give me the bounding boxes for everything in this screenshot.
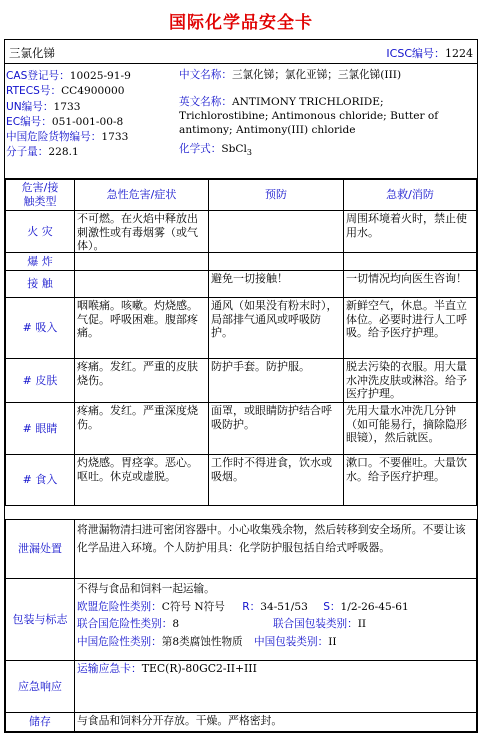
cn-dg-value: 1733 bbox=[101, 131, 129, 144]
rtecs-value: CC4900000 bbox=[61, 85, 125, 98]
emergency-card-value: TEC(R)-80GC2-II+III bbox=[141, 662, 257, 675]
icsc-value: 1224 bbox=[445, 47, 473, 60]
ids-left bbox=[6, 69, 176, 161]
r-value: 34-51/53 bbox=[260, 600, 308, 613]
cas-line bbox=[6, 69, 176, 84]
row-aid-inhalation: 新鲜空气，休息。半直立体位。必要时进行人工呼吸。给予医疗护理。 bbox=[343, 297, 477, 359]
formula-line bbox=[179, 143, 473, 159]
cn-class-value: 第8类腐蚀性物质 bbox=[161, 635, 243, 648]
icsc-label: ICSC编号： bbox=[386, 47, 445, 60]
storage-section bbox=[5, 712, 477, 732]
row-aid-skin: 脱去污染的衣服。用大量水冲洗皮肤或淋浴。给予医疗护理。 bbox=[343, 358, 477, 403]
row-prevention-contact: 避免一切接触！ bbox=[208, 270, 344, 298]
s-value: 1/2-26-45-61 bbox=[340, 600, 409, 613]
packaging-content bbox=[74, 578, 477, 661]
formula-label: 化学式： bbox=[179, 143, 222, 155]
emergency-label: 应急响应 bbox=[5, 660, 75, 713]
table-row-ingestion bbox=[5, 454, 477, 506]
header-hazard: 急性危害/症状 bbox=[74, 179, 209, 211]
table-header bbox=[5, 179, 477, 211]
row-hazard-explosion bbox=[74, 252, 209, 271]
row-prevention-skin: 防护手套。防护服。 bbox=[208, 358, 344, 403]
row-prevention-eyes: 面罩，或眼睛防护结合呼吸防护。 bbox=[208, 402, 344, 455]
table-row-explosion bbox=[5, 252, 477, 271]
ids-right bbox=[179, 69, 473, 159]
en-name-label: 英文名称： bbox=[179, 96, 232, 108]
mw-line bbox=[6, 145, 176, 160]
cn-pack-value: II bbox=[328, 635, 337, 648]
en-name-value: ANTIMONY TRICHLORIDE; Trichlorostibine; Antimonous chloride; Butter of antimony; Antimony(III) chloride bbox=[179, 96, 439, 137]
ec-value: 051-001-00-8 bbox=[51, 115, 124, 128]
row-hazard-ingestion: 灼烧感。胃痉挛。恶心。呕吐。休克或虚脱。 bbox=[74, 454, 209, 506]
cn-name-label: 中文名称： bbox=[179, 69, 232, 81]
header-aid: 急救/消防 bbox=[343, 179, 477, 211]
r-label: R： bbox=[242, 600, 261, 613]
row-aid-contact: 一切情况均向医生咨询！ bbox=[343, 270, 477, 298]
formula-main: SbCl bbox=[221, 143, 247, 155]
card-title: 国际化学品安全卡 bbox=[169, 13, 313, 33]
table-row-contact bbox=[5, 270, 477, 298]
row-type-inhalation: # 吸入 bbox=[5, 297, 75, 359]
icsc-number bbox=[386, 45, 473, 61]
formula-sub: 3 bbox=[246, 148, 253, 158]
row-hazard-skin: 疼痛。发红。严重的皮肤烧伤。 bbox=[74, 358, 209, 403]
row-hazard-fire: 不可燃。在火焰中释放出刺激性或有毒烟雾（或气体）。 bbox=[74, 210, 209, 253]
cn-class-line bbox=[77, 634, 474, 652]
en-name-line bbox=[179, 95, 473, 143]
identifiers-block bbox=[5, 64, 477, 179]
cn-dg-label: 中国危险货物编号： bbox=[6, 131, 102, 144]
spill-section bbox=[5, 519, 477, 579]
header-type: 危害/接触类型 bbox=[5, 179, 75, 211]
cn-name-value: 三氯化锑；氯化亚锑；三氯化锑(III) bbox=[231, 69, 402, 81]
cn-dg-line bbox=[6, 130, 176, 145]
row-prevention-inhalation: 通风（如果没有粉末时），局部排气通风或呼吸防护。 bbox=[208, 297, 344, 359]
name-bar bbox=[5, 40, 477, 64]
mw-label: 分子量： bbox=[6, 146, 49, 159]
eu-class-line bbox=[77, 599, 474, 617]
s-label: S： bbox=[323, 600, 341, 613]
cas-label: CAS登记号： bbox=[6, 70, 70, 82]
table-row-skin bbox=[5, 358, 477, 403]
storage-label: 储存 bbox=[5, 712, 75, 732]
row-aid-fire: 周围环境着火时，禁止使用水。 bbox=[343, 210, 477, 253]
row-type-skin: # 皮肤 bbox=[5, 358, 75, 403]
chemical-name: 三氯化锑 bbox=[9, 46, 55, 60]
emergency-section bbox=[5, 660, 477, 713]
un-class-line bbox=[77, 616, 474, 634]
ec-line bbox=[6, 115, 176, 130]
un-pack bbox=[273, 616, 366, 634]
eu-class-label: 欧盟危险性类别： bbox=[77, 600, 162, 613]
cas-value: 10025-91-9 bbox=[69, 70, 131, 82]
hazard-table bbox=[5, 179, 477, 539]
packaging-line1: 不得与食品和饲料一起运输。 bbox=[77, 583, 215, 595]
ec-label: EC编号： bbox=[6, 115, 52, 128]
row-prevention-fire bbox=[208, 210, 344, 253]
mw-value: 228.1 bbox=[48, 146, 79, 159]
un-class-label: 联合国危险性类别： bbox=[77, 618, 173, 630]
row-aid-ingestion: 漱口。不要催吐。大量饮水。给予医疗护理。 bbox=[343, 454, 477, 506]
row-type-ingestion: # 食入 bbox=[5, 454, 75, 506]
cn-name-line bbox=[179, 69, 473, 95]
row-aid-explosion bbox=[343, 252, 477, 271]
rtecs-line bbox=[6, 84, 176, 99]
row-prevention-explosion bbox=[208, 252, 344, 271]
spill-text: 将泄漏物清扫进可密闭容器中。小心收集残余物，然后转移到安全场所。不要让该化学品进入环境。个人防护用具：化学防护服包括自给式呼吸器。 bbox=[74, 519, 477, 579]
packaging-section bbox=[5, 578, 477, 661]
un-value: 1733 bbox=[53, 100, 81, 113]
row-type-explosion: 爆 炸 bbox=[5, 252, 75, 271]
row-type-eyes: # 眼睛 bbox=[5, 402, 75, 455]
spill-label: 泄漏处置 bbox=[5, 519, 75, 579]
table-row-eyes bbox=[5, 402, 477, 455]
un-pack-value: II bbox=[357, 618, 367, 630]
safety-card bbox=[4, 39, 478, 733]
row-type-fire: 火 灾 bbox=[5, 210, 75, 253]
row-hazard-eyes: 疼痛。发红。严重深度烧伤。 bbox=[74, 402, 209, 455]
row-prevention-ingestion: 工作时不得进食，饮水或吸烟。 bbox=[208, 454, 344, 506]
rtecs-label: RTECS号： bbox=[6, 85, 62, 98]
storage-text: 与食品和饲料分开存放。干燥。严格密封。 bbox=[74, 712, 477, 732]
eu-class-value: C符号 N符号 bbox=[161, 600, 225, 613]
cn-pack-label: 中国包装类别： bbox=[254, 635, 329, 648]
row-type-contact: 接 触 bbox=[5, 270, 75, 298]
row-aid-eyes: 先用大量水冲洗几分钟（如可能易行，摘除隐形眼镜），然后就医。 bbox=[343, 402, 477, 455]
un-pack-label: 联合国包装类别： bbox=[273, 618, 358, 630]
table-row-inhalation bbox=[5, 297, 477, 359]
emergency-card-label: 运输应急卡： bbox=[77, 662, 142, 675]
un-label: UN编号： bbox=[6, 100, 54, 113]
emergency-content bbox=[74, 660, 477, 713]
row-hazard-contact bbox=[74, 270, 209, 298]
cn-class-label: 中国危险性类别： bbox=[77, 635, 162, 648]
header-prevention: 预防 bbox=[208, 179, 344, 211]
un-line bbox=[6, 100, 176, 115]
packaging-label: 包装与标志 bbox=[5, 578, 75, 661]
table-row-fire bbox=[5, 210, 477, 253]
row-hazard-inhalation: 咽喉痛。咳嗽。灼烧感。气促。呼吸困难。腹部疼痛。 bbox=[74, 297, 209, 359]
un-class-value: 8 bbox=[172, 618, 180, 630]
